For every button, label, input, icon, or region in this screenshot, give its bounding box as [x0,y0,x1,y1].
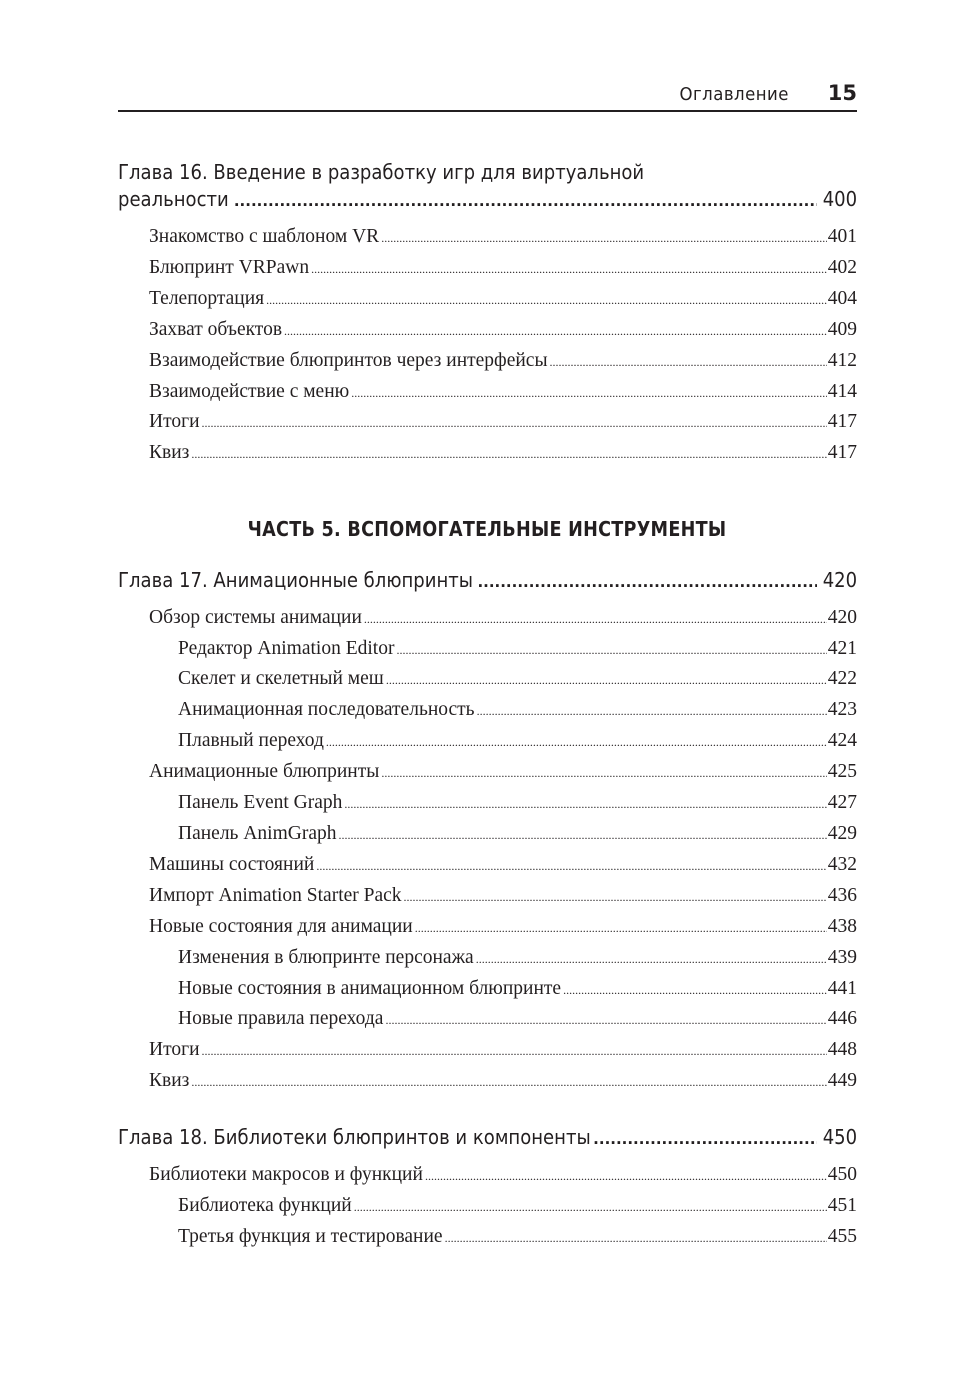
dot-leader [266,293,827,308]
dot-leader [326,735,827,750]
toc-entry[interactable]: Взаимодействие с меню ..... 414 [118,381,857,403]
toc-entry[interactable]: Новые правила перехода ..... 446 [118,1008,857,1030]
toc-entry[interactable]: Скелет и скелетный меш ..... 422 [118,668,857,690]
dot-leader [381,766,826,781]
toc-entry[interactable]: Панель AnimGraph ..... 429 [118,823,857,845]
toc-entry[interactable]: Итоги ..... 448 [118,1039,857,1061]
dot-leader [425,1169,827,1184]
dot-leader [381,231,827,246]
dot-leader [550,355,827,370]
dot-leader [351,386,827,401]
dot-leader [404,890,827,905]
toc-entry[interactable]: Итоги ..... 417 [118,411,857,433]
chapter-16-title-line2: реальности [118,187,229,211]
dot-leader [593,1130,817,1148]
dot-leader [396,643,826,658]
toc-entry[interactable]: Плавный переход ..... 424 [118,730,857,752]
dot-leader [386,673,827,688]
toc-entry[interactable]: Импорт Animation Starter Pack ..... 436 [118,885,857,907]
toc-entry[interactable]: Анимационные блюпринты ..... 425 [118,761,857,783]
chapter-18-page: 450 [822,1125,857,1149]
dot-leader [364,612,827,627]
toc-entry[interactable]: Машины состояний ..... 432 [118,854,857,876]
chapter-16-page: 400 [822,187,857,211]
toc-entry[interactable]: Захват объектов ..... 409 [118,319,857,341]
chapter-17-page: 420 [822,568,857,592]
chapter-16-entry[interactable] [118,187,857,211]
dot-leader [234,192,817,210]
dot-leader [344,797,826,812]
toc-entry[interactable]: Библиотека функций ..... 451 [118,1195,857,1217]
toc-entry[interactable]: Редактор Animation Editor ..... 421 [118,638,857,660]
dot-leader [311,262,827,277]
dot-leader [284,324,827,339]
toc-entry[interactable]: Квиз ..... 417 [118,442,857,464]
part-5-title[interactable]: ЧАСТЬ 5. ВСПОМОГАТЕЛЬНЫЕ ИНСТРУМЕНТЫ [248,517,727,541]
toc-entry[interactable]: Библиотеки макросов и функций ..... 450 [118,1164,857,1186]
dot-leader [477,704,827,719]
dot-leader [476,952,827,967]
dot-leader [338,828,826,843]
chapter-17-entry[interactable] [118,568,857,592]
dot-leader [191,447,826,462]
toc-entry[interactable]: Обзор системы анимации ..... 420 [118,607,857,629]
toc-entry[interactable]: Телепортация ..... 404 [118,288,857,310]
chapter-18-title: Глава 18. Библиотеки блюпринтов и компоненты [118,1125,591,1149]
dot-leader [191,1075,826,1090]
toc-entry[interactable]: Новые состояния для анимации ..... 438 [118,916,857,938]
toc-entry[interactable]: Квиз ..... 449 [118,1070,857,1092]
toc-entry[interactable]: Изменения в блюпринте персонажа ..... 439 [118,947,857,969]
running-header-title: Оглавление [679,84,789,105]
toc-entry[interactable]: Взаимодействие блюпринтов через интерфейсы ..... 412 [118,350,857,372]
dot-leader [202,1044,827,1059]
chapter-17-title: Глава 17. Анимационные блюпринты [118,568,474,592]
dot-leader [202,416,827,431]
dot-leader [445,1231,827,1246]
toc-entry[interactable]: Анимационная последовательность ..... 423 [118,699,857,721]
toc-entry[interactable]: Блюпринт VRPawn ..... 402 [118,257,857,279]
running-header [118,80,857,112]
page-number: 15 [827,81,857,105]
chapter-16-title-line1[interactable]: Глава 16. Введение в разработку игр для виртуальной [118,160,645,184]
dot-leader [563,983,827,998]
toc-entry[interactable]: Знакомство с шаблоном VR ..... 401 [118,226,857,248]
dot-leader [415,921,827,936]
chapter-18-entry[interactable] [118,1125,857,1149]
dot-leader [477,573,816,591]
dot-leader [354,1200,827,1215]
toc-entry[interactable]: Третья функция и тестирование ..... 455 [118,1226,857,1248]
dot-leader [385,1013,826,1028]
toc-entry[interactable]: Новые состояния в анимационном блюпринте ..... 441 [118,978,857,1000]
toc-entry[interactable]: Панель Event Graph ..... 427 [118,792,857,814]
dot-leader [316,859,826,874]
